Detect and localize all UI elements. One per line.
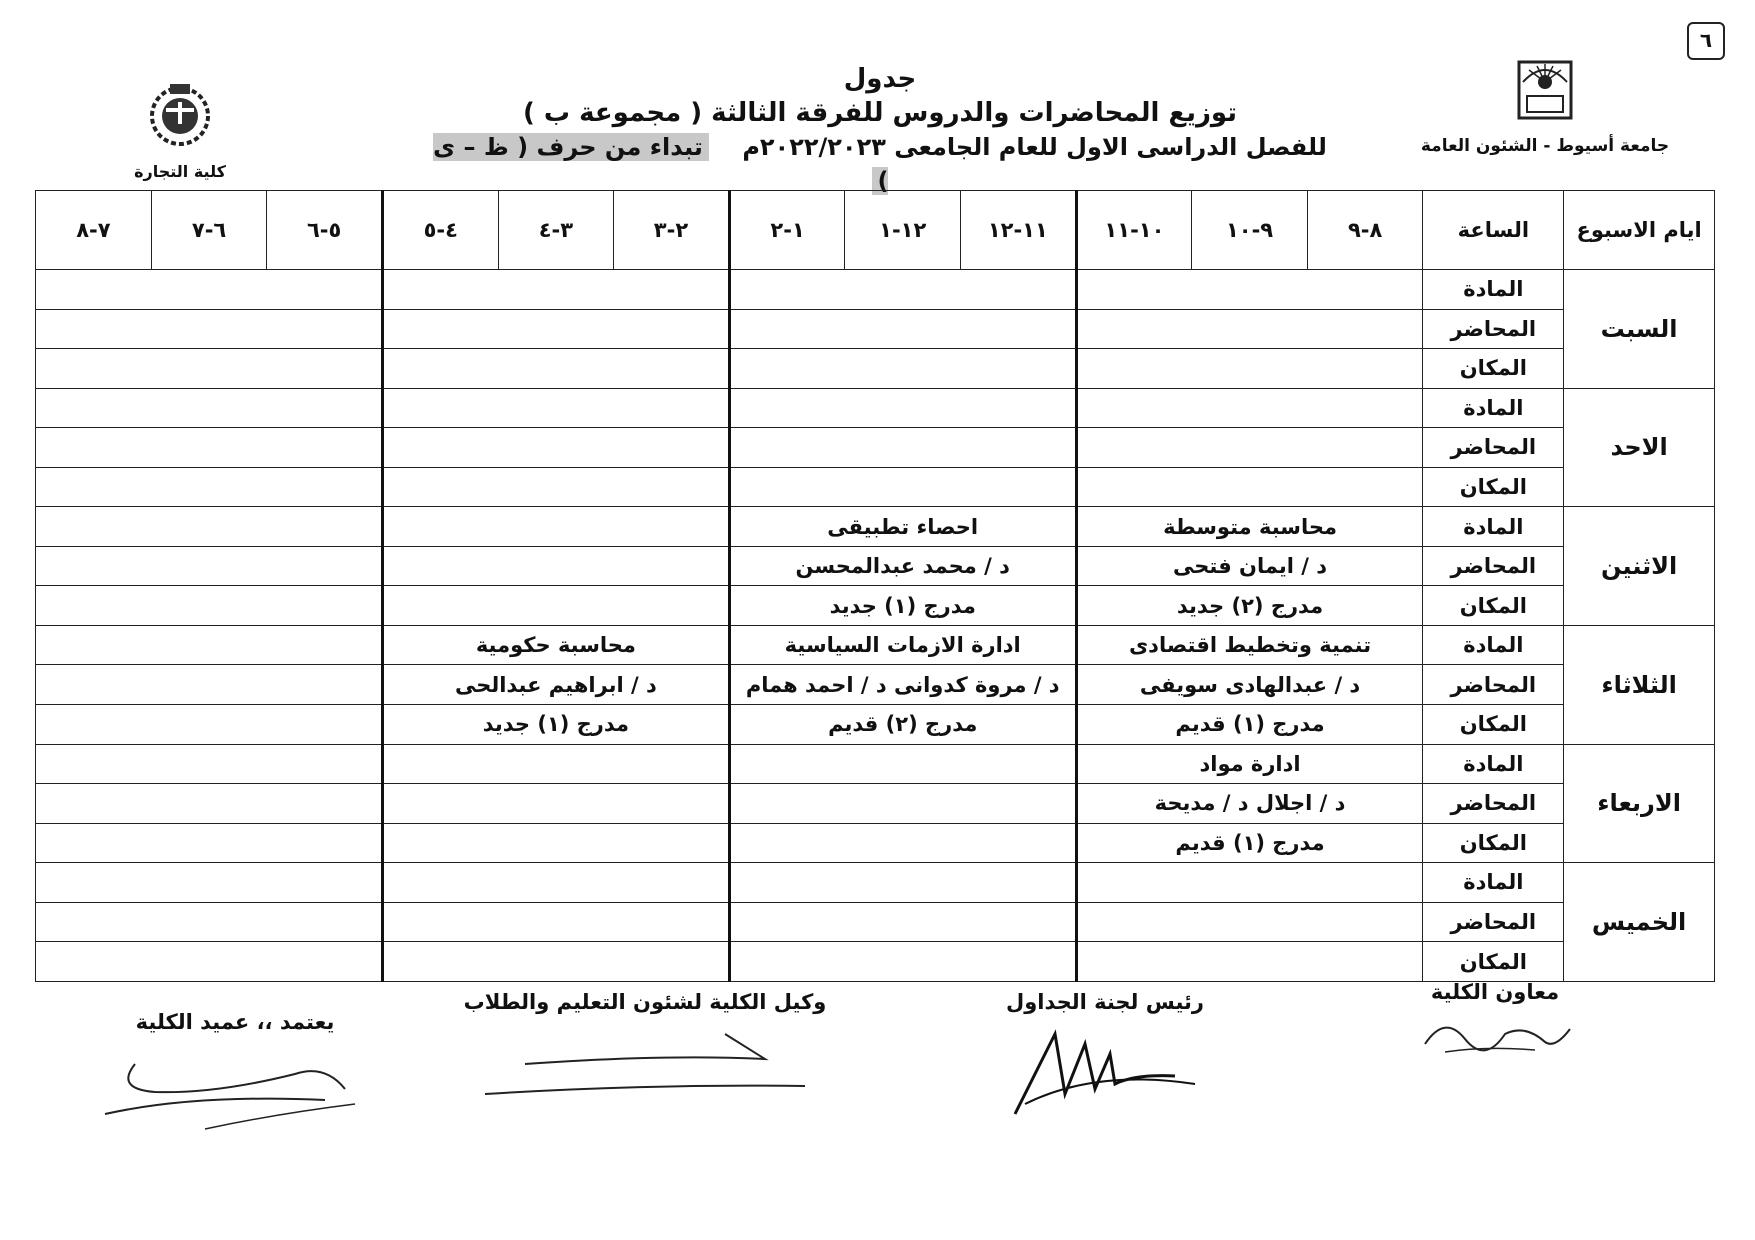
day-cell: الاربعاء	[1564, 744, 1715, 863]
signatures-area	[0, 980, 1755, 1180]
day-cell: الثلاثاء	[1564, 625, 1715, 744]
table-row	[36, 270, 1715, 310]
day-cell: الاثنين	[1564, 507, 1715, 626]
schedule-cell	[36, 625, 383, 665]
schedule-cell	[382, 823, 729, 863]
row-label: المادة	[1423, 507, 1564, 547]
row-label: المحاضر	[1423, 784, 1564, 824]
schedule-cell	[1076, 902, 1423, 942]
time-slot-header: ٧-٨	[36, 191, 152, 270]
schedule-cell	[36, 665, 383, 705]
signature-vice-dean	[455, 990, 835, 1109]
schedule-cell	[382, 902, 729, 942]
time-slot-header: ٢-٣	[614, 191, 730, 270]
schedule-cell	[729, 388, 1076, 428]
place-cell: مدرج (١) جديد	[729, 586, 1076, 626]
schedule-cell	[729, 823, 1076, 863]
place-cell: مدرج (١) قديم	[1076, 705, 1423, 745]
schedule-cell	[36, 546, 383, 586]
faculty-header	[100, 78, 260, 181]
schedule-cell	[36, 388, 383, 428]
row-label: المحاضر	[1423, 546, 1564, 586]
schedule-cell	[1076, 309, 1423, 349]
schedule-cell	[729, 863, 1076, 903]
row-label: المكان	[1423, 705, 1564, 745]
faculty-name: كلية التجارة	[134, 162, 226, 181]
letter-range-text: تبداء من حرف ( ظ – ى )	[433, 133, 889, 195]
schedule-cell	[1076, 863, 1423, 903]
subject-cell: محاسبة متوسطة	[1076, 507, 1423, 547]
signature-title: يعتمد ،، عميد الكلية	[135, 1010, 335, 1034]
schedule-cell	[36, 586, 383, 626]
schedule-cell	[36, 705, 383, 745]
schedule-cell	[729, 428, 1076, 468]
row-label: المادة	[1423, 744, 1564, 784]
schedule-cell	[36, 349, 383, 389]
row-label: المادة	[1423, 863, 1564, 903]
time-slot-header: ٦-٧	[151, 191, 267, 270]
page-number: ٦	[1687, 22, 1725, 60]
time-slot-header: ١٢-١	[845, 191, 961, 270]
schedule-cell	[382, 270, 729, 310]
table-row	[36, 902, 1715, 942]
table-row	[36, 823, 1715, 863]
table-row	[36, 467, 1715, 507]
table-row	[36, 863, 1715, 903]
signature-title: معاون الكلية	[1430, 980, 1560, 1004]
row-label: المحاضر	[1423, 665, 1564, 705]
semester-text: للفصل الدراسى الاول للعام الجامعى ٢٠٢٢/٢٠٢٣م	[742, 133, 1327, 161]
title-line-1: جدول	[843, 64, 917, 94]
lecturer-cell: د / ابراهيم عبدالحى	[382, 665, 729, 705]
row-label: المكان	[1423, 349, 1564, 389]
schedule-cell	[382, 507, 729, 547]
subject-cell: محاسبة حكومية	[382, 625, 729, 665]
table-row	[36, 942, 1715, 982]
lecturer-cell: د / محمد عبدالمحسن	[729, 546, 1076, 586]
schedule-cell	[36, 467, 383, 507]
handwritten-signature-icon	[465, 1014, 825, 1104]
schedule-cell	[729, 902, 1076, 942]
schedule-cell	[36, 428, 383, 468]
schedule-cell	[382, 784, 729, 824]
title-line-3	[430, 130, 1330, 198]
table-row	[36, 744, 1715, 784]
table-row	[36, 546, 1715, 586]
university-name: جامعة أسيوط - الشئون العامة	[1420, 136, 1670, 156]
time-slot-header: ٨-٩	[1307, 191, 1423, 270]
table-row	[36, 349, 1715, 389]
handwritten-signature-icon	[995, 1014, 1215, 1124]
schedule-cell	[36, 902, 383, 942]
time-slot-header: ٩-١٠	[1192, 191, 1308, 270]
table-row	[36, 388, 1715, 428]
schedule-cell	[36, 863, 383, 903]
table-row	[36, 586, 1715, 626]
schedule-cell	[382, 863, 729, 903]
schedule-cell	[382, 744, 729, 784]
lecturer-cell: د / اجلال د / مديحة	[1076, 784, 1423, 824]
place-cell: مدرج (٢) جديد	[1076, 586, 1423, 626]
table-row	[36, 665, 1715, 705]
place-cell: مدرج (١) قديم	[1076, 823, 1423, 863]
lecturer-cell: د / مروة كدوانى د / احمد همام	[729, 665, 1076, 705]
handwritten-signature-icon	[95, 1034, 375, 1134]
lecturer-cell: د / ايمان فتحى	[1076, 546, 1423, 586]
schedule-cell	[36, 744, 383, 784]
day-cell: السبت	[1564, 270, 1715, 389]
hour-header: الساعة	[1423, 191, 1564, 270]
signature-title: وكيل الكلية لشئون التعليم والطلاب	[463, 990, 827, 1014]
table-row	[36, 784, 1715, 824]
row-label: المادة	[1423, 388, 1564, 428]
schedule-cell	[1076, 349, 1423, 389]
schedule-cell	[36, 270, 383, 310]
signature-committee-head	[975, 990, 1235, 1129]
schedule-cell	[729, 784, 1076, 824]
time-slot-header: ١-٢	[729, 191, 845, 270]
time-slot-header: ٥-٦	[267, 191, 383, 270]
place-cell: مدرج (٢) قديم	[729, 705, 1076, 745]
schedule-cell	[382, 467, 729, 507]
row-label: المحاضر	[1423, 902, 1564, 942]
schedule-cell	[382, 428, 729, 468]
row-label: المكان	[1423, 823, 1564, 863]
schedule-cell	[729, 942, 1076, 982]
schedule-cell	[729, 744, 1076, 784]
row-label: المحاضر	[1423, 309, 1564, 349]
title-line-2: توزيع المحاضرات والدروس للفرقة الثالثة ( مجموعة ب )	[522, 98, 1237, 128]
signature-dean	[90, 1010, 380, 1139]
days-header: ايام الاسبوع	[1564, 191, 1715, 270]
schedule-cell	[1076, 467, 1423, 507]
schedule-cell	[1076, 428, 1423, 468]
schedule-cell	[382, 546, 729, 586]
signature-assistant	[1385, 980, 1605, 1069]
schedule-cell	[1076, 942, 1423, 982]
schedule-table	[35, 190, 1715, 982]
schedule-cell	[36, 784, 383, 824]
time-slot-header: ١١-١٢	[961, 191, 1077, 270]
table-row	[36, 428, 1715, 468]
row-label: المحاضر	[1423, 428, 1564, 468]
schedule-cell	[1076, 270, 1423, 310]
schedule-cell	[382, 586, 729, 626]
subject-cell: ادارة مواد	[1076, 744, 1423, 784]
schedule-cell	[382, 388, 729, 428]
schedule-cell	[729, 467, 1076, 507]
schedule-cell	[729, 270, 1076, 310]
row-label: المكان	[1423, 467, 1564, 507]
header-row	[36, 191, 1715, 270]
university-logo-icon	[1509, 52, 1581, 124]
schedule-cell	[1076, 388, 1423, 428]
row-label: المكان	[1423, 586, 1564, 626]
schedule-cell	[36, 507, 383, 547]
lecturer-cell: د / عبدالهادى سويفى	[1076, 665, 1423, 705]
schedule-cell	[36, 823, 383, 863]
row-label: المكان	[1423, 942, 1564, 982]
time-slot-header: ٤-٥	[382, 191, 498, 270]
schedule-cell	[382, 942, 729, 982]
university-header	[1405, 52, 1685, 156]
table-row	[36, 625, 1715, 665]
row-label: المادة	[1423, 625, 1564, 665]
signature-title: رئيس لجنة الجداول	[1005, 990, 1204, 1014]
schedule-cell	[729, 349, 1076, 389]
subject-cell: احصاء تطبيقى	[729, 507, 1076, 547]
place-cell: مدرج (١) جديد	[382, 705, 729, 745]
subject-cell: ادارة الازمات السياسية	[729, 625, 1076, 665]
schedule-cell	[382, 349, 729, 389]
table-row	[36, 705, 1715, 745]
day-cell: الخميس	[1564, 863, 1715, 982]
day-cell: الاحد	[1564, 388, 1715, 507]
row-label: المادة	[1423, 270, 1564, 310]
document-title	[430, 62, 1330, 198]
subject-cell: تنمية وتخطيط اقتصادى	[1076, 625, 1423, 665]
schedule-cell	[36, 309, 383, 349]
faculty-emblem-icon	[144, 78, 216, 150]
handwritten-signature-icon	[1405, 1004, 1585, 1064]
table-row	[36, 309, 1715, 349]
schedule-cell	[36, 942, 383, 982]
time-slot-header: ١٠-١١	[1076, 191, 1192, 270]
schedule-cell	[382, 309, 729, 349]
table-row	[36, 507, 1715, 547]
time-slot-header: ٣-٤	[498, 191, 614, 270]
schedule-cell	[729, 309, 1076, 349]
